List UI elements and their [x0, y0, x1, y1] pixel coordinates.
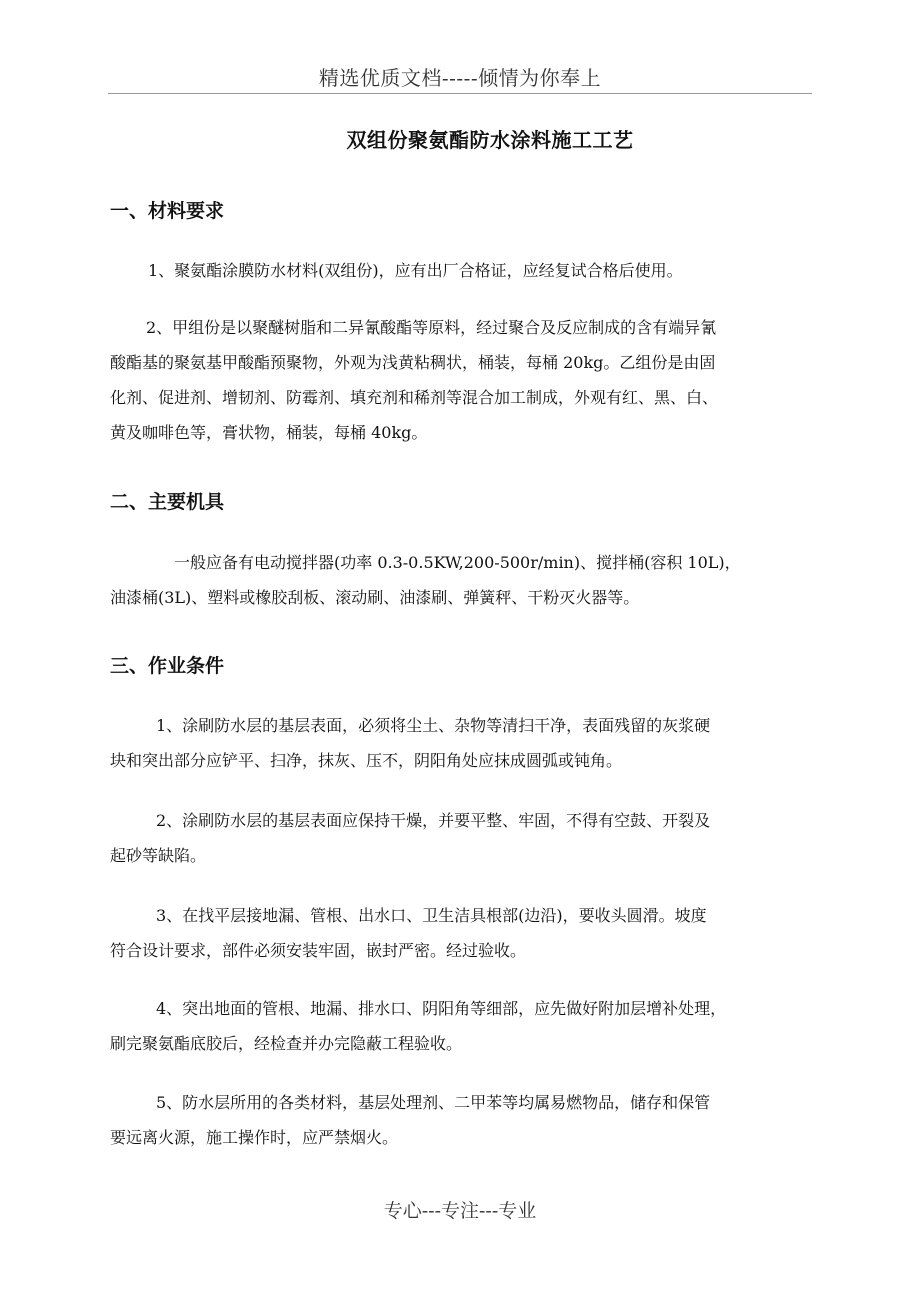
- text-line: 要远离火源，施工操作时，应严禁烟火。: [110, 1128, 399, 1147]
- paragraph-materials-2: [110, 310, 810, 450]
- text-line: 4、突出地面的管根、地漏、排水口、阴阳角等细部，应先做好附加层增补处理，: [156, 999, 727, 1018]
- paragraph-conditions-1: [110, 708, 810, 778]
- paragraph-conditions-4: [110, 991, 810, 1061]
- section-heading-conditions: 三、作业条件: [110, 655, 225, 677]
- text-line: 符合设计要求，部件必须安装牢固，嵌封严密。经过验收。: [110, 941, 527, 960]
- paragraph-equipment-1: [110, 545, 810, 615]
- page-header: 精选优质文档-----倾情为你奉上: [318, 66, 602, 90]
- document-title: 双组份聚氨酯防水涂料施工工艺: [346, 128, 634, 152]
- text-line: 1、聚氨酯涂膜防水材料(双组份)，应有出厂合格证，应经复试合格后使用。: [148, 261, 683, 280]
- paragraph-materials-1: [110, 253, 810, 288]
- text-line: 酸酯基的聚氨基甲酸酯预聚物，外观为浅黄粘稠状，桶装，每桶 20kg。乙组份是由固: [110, 353, 716, 372]
- page-footer: 专心---专注---专业: [383, 1200, 537, 1222]
- paragraph-conditions-3: [110, 898, 810, 968]
- text-line: 块和突出部分应铲平、扫净，抹灰、压不，阴阳角处应抹成圆弧或钝角。: [110, 751, 623, 770]
- paragraph-conditions-5: [110, 1085, 810, 1155]
- text-line: 2、涂刷防水层的基层表面应保持干燥，并要平整、牢固，不得有空鼓、开裂及: [156, 811, 711, 830]
- text-line: 黄及咖啡色等，膏状物，桶装，每桶 40kg。: [110, 423, 428, 442]
- section-heading-materials: 一、材料要求: [110, 200, 225, 222]
- text-line: 5、防水层所用的各类材料，基层处理剂、二甲苯等均属易燃物品，储存和保管: [156, 1093, 711, 1112]
- text-line: 1、涂刷防水层的基层表面，必须将尘土、杂物等清扫干净，表面残留的灰浆硬: [156, 716, 711, 735]
- text-line: 刷完聚氨酯底胶后，经检查并办完隐蔽工程验收。: [110, 1034, 463, 1053]
- text-line: 油漆桶(3L)、塑料或橡胶刮板、滚动刷、油漆刷、弹簧秤、干粉灭火器等。: [110, 588, 640, 607]
- header-divider: [108, 93, 812, 94]
- text-line: 3、在找平层接地漏、管根、出水口、卫生洁具根部(边沿)，要收头圆滑。坡度: [156, 906, 707, 925]
- text-line: 化剂、促进剂、增韧剂、防霉剂、填充剂和稀剂等混合加工制成，外观有红、黑、白、: [110, 388, 719, 407]
- section-heading-equipment: 二、主要机具: [110, 491, 225, 513]
- text-line: 2、甲组份是以聚醚树脂和二异氰酸酯等原料，经过聚合及反应制成的含有端异氰: [146, 318, 717, 337]
- text-line: 起砂等缺陷。: [110, 846, 207, 865]
- text-line: 一般应备有电动搅拌器(功率 0.3-0.5KW,200-500r/min)、搅拌桶(容积 10L)，: [174, 553, 741, 572]
- paragraph-conditions-2: [110, 803, 810, 873]
